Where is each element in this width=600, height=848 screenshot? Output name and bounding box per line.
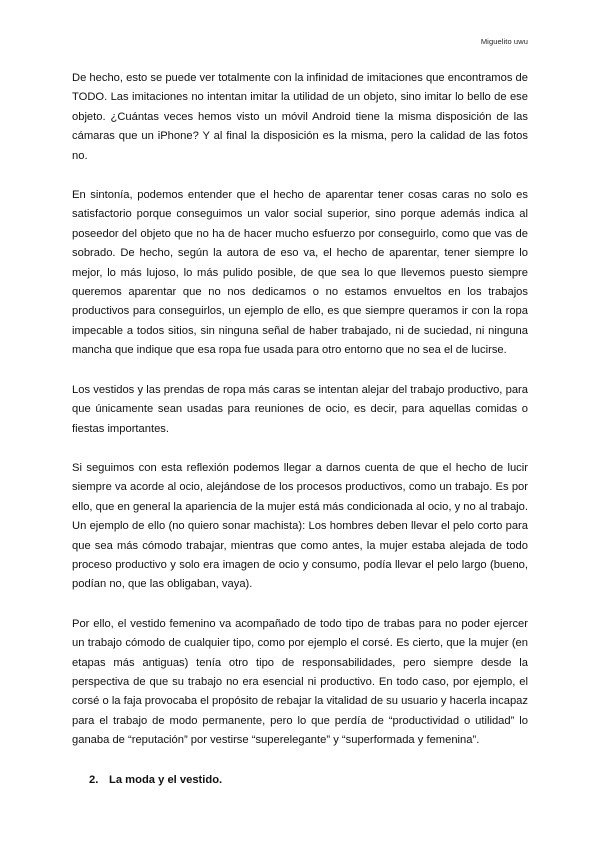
section-title: La moda y el vestido.: [109, 773, 223, 786]
paragraph-leisure: Si seguimos con esta reflexión podemos llegar a darnos cuenta de que el hecho de lucir siempre va acorde al ocio, alejándose de los procesos productivos, como un trabajo. Es por ello, que en general la apariencia de la mujer está más condicionada al ocio, y no al trabajo. Un ejemplo de ello (no quiero sonar machista): Los hombres deben llevar el pelo corto para que sea más cómodo trabajar, mientras que como antes, la mujer estaba alejada de todo proceso productivo y solo era imagen de ocio y consumo, podía llevar el pelo largo (bueno, podían no, que las obligaban, vaya).: [72, 461, 528, 591]
paragraph-expensive-clothes: Los vestidos y las prendas de ropa más caras se intentan alejar del trabajo productivo, para que únicamente sean usadas para reuniones de ocio, es decir, para aquellas comidas o fiestas importantes.: [72, 383, 528, 435]
paragraph-appearance: En sintonía, podemos entender que el hecho de aparentar tener cosas caras no solo es satisfactorio porque conseguimos un valor social superior, sino porque además indica al poseedor del objeto que no ha de hacer mucho esfuerzo por conseguirlo, como que vas de sobrado. De hecho, según la autora de eso va, el hecho de aparentar, tener siempre lo mejor, lo más lujoso, lo más pulido posible, de que sea lo que llevemos puesto siempre queremos aparentar que no nos dedicamos o no estamos envueltos en los trabajos productivos para conseguirlos, un ejemplo de ello, es que siempre queramos ir con la ropa impecable a todos sitios, sin ninguna señal de haber trabajado, ni de suciedad, ni ninguna mancha que indique que esa ropa fue usada para otro entorno que no sea el de lucirse.: [72, 189, 528, 357]
section-heading: [72, 771, 528, 790]
section-number: 2.: [89, 773, 99, 786]
paragraph-corset: Por ello, el vestido femenino va acompañado de todo tipo de trabas para no poder ejercer un trabajo cómodo de cualquier tipo, como por ejemplo el corsé. Es cierto, que la mujer (en etapas más antiguas) tenía otro tipo de responsabilidades, pero siempre desde la perspectiva de que su trabajo no era esencial ni productivo. En todo caso, por ejemplo, el corsé o la faja provocaba el propósito de rebajar la vitalidad de su usuario y hacerla incapaz para el trabajo de modo permanente, pero lo que perdía de “productividad o utilidad” lo ganaba de “reputación” por vestirse “superelegante” y “superformada y femenina”.: [72, 617, 528, 747]
document-body: [72, 69, 528, 790]
paragraph-imitations: De hecho, esto se puede ver totalmente con la infinidad de imitaciones que encontramos de TODO. Las imitaciones no intentan imitar la utilidad de un objeto, sino imitar lo bello de ese objeto. ¿Cuántas veces hemos visto un móvil Android tiene la misma disposición de las cámaras que un iPhone? Y al final la disposición es la misma, pero la calidad de las fotos no.: [72, 72, 528, 162]
header-author: Miguelito uwu: [480, 37, 528, 46]
